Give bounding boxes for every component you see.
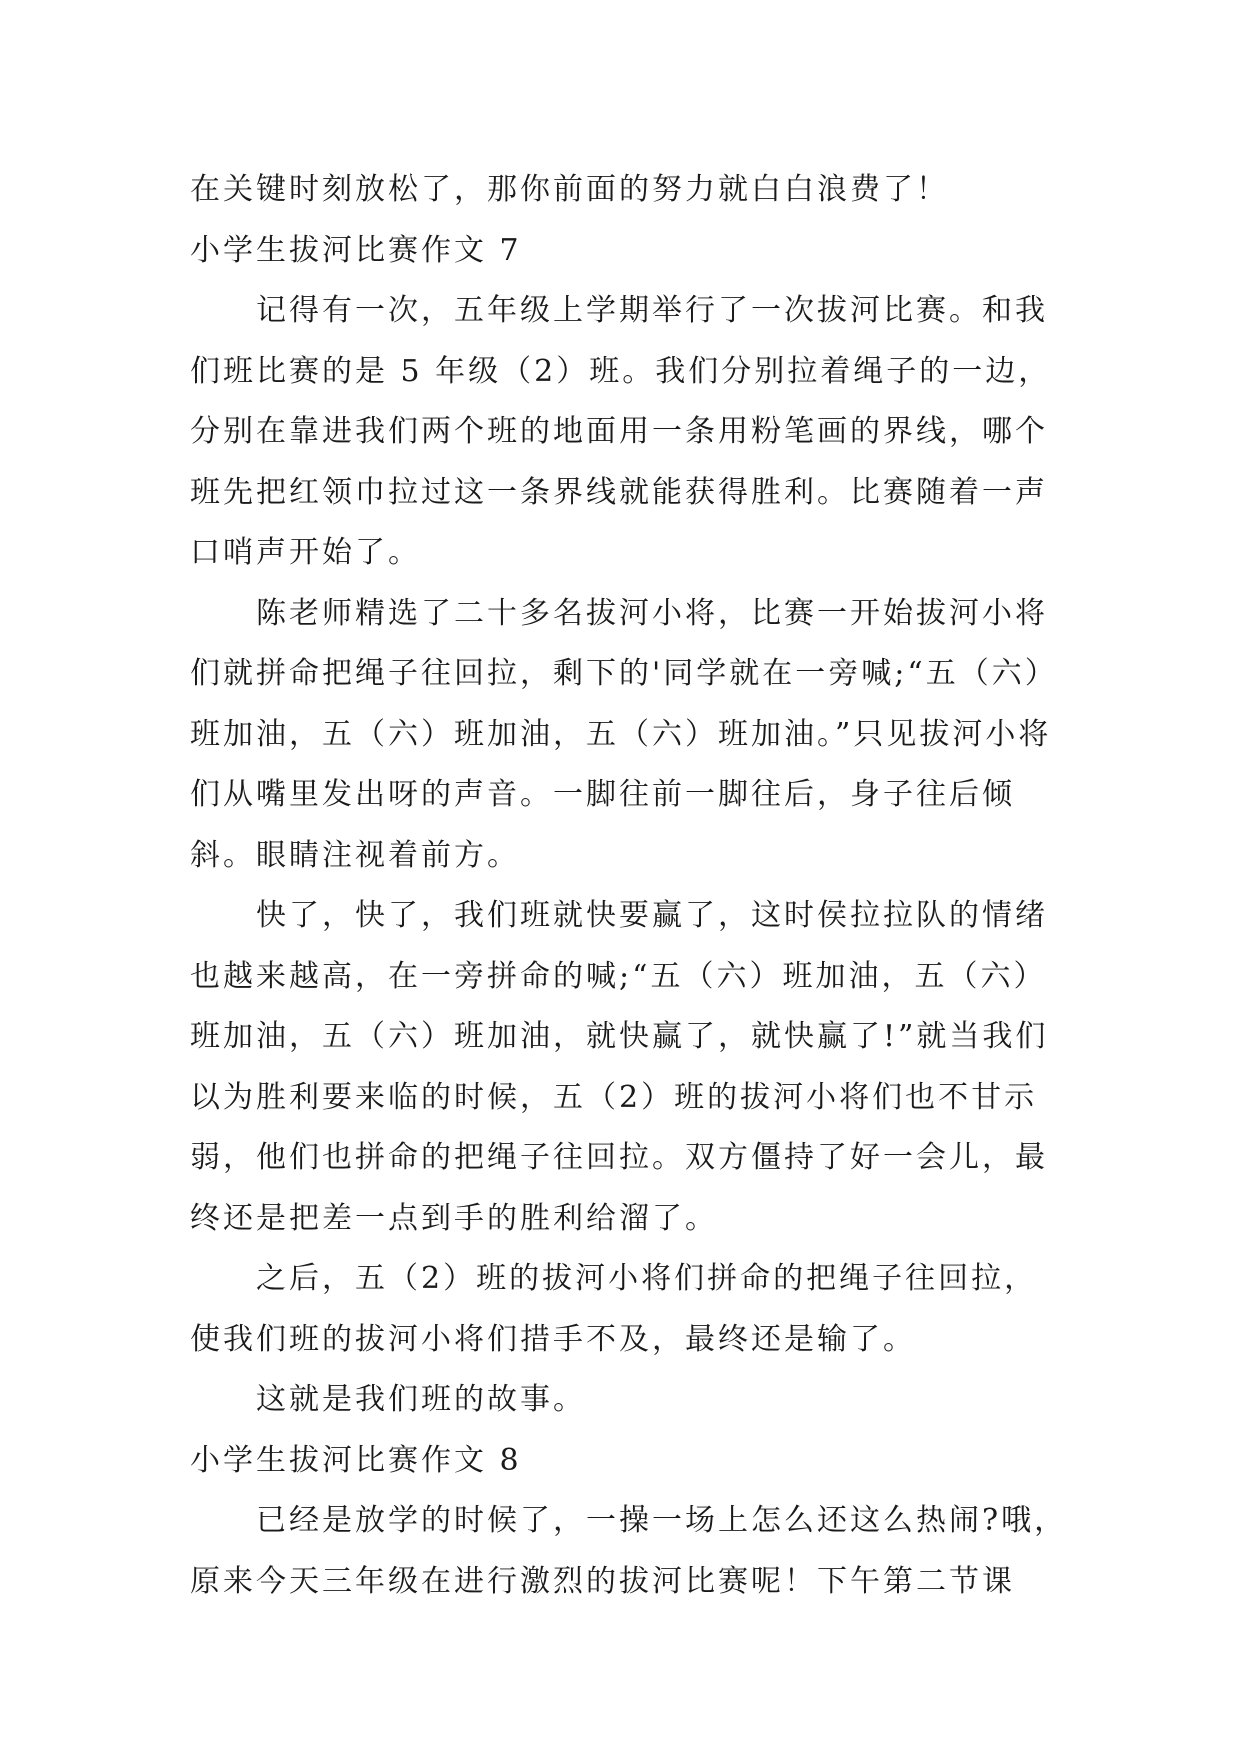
paragraph-4: 之后，五（2）班的拔河小将们拼命的把绳子往回拉，使我们班的拔河小将们措手不及，最终还是输了。 [190, 1261, 1038, 1357]
paragraph-5: 这就是我们班的故事。 [256, 1382, 586, 1417]
section-heading-8: 小学生拔河比赛作文 8 [190, 1442, 522, 1478]
paragraph-2: 陈老师精选了二十多名拔河小将，比赛一开始拔河小将们就拼命把绳子往回拉，剩下的'同学就在一旁喊;“五（六）班加油，五（六）班加油，五（六）班加油。”只见拔河小将们从嘴里发出呀的声音。一脚往前一脚往后，身子往后倾斜。眼睛注视着前方。 [190, 595, 1058, 873]
section-heading-7: 小学生拔河比赛作文 7 [190, 232, 522, 268]
paragraph-3: 快了，快了，我们班就快要赢了，这时侯拉拉队的情绪也越来越高，在一旁拼命的喊;“五（六）班加油，五（六）班加油，五（六）班加油，就快赢了，就快赢了!”就当我们以为胜利要来临的时候，五（2）班的拔河小将们也不甘示弱，他们也拼命的把绳子往回拉。双方僵持了好一会儿，最终还是把差一点到手的胜利给溜了。 [190, 898, 1049, 1236]
paragraph-6: 已经是放学的时候了，一操一场上怎么还这么热闹?哦，原来今天三年级在进行激烈的拔河比赛呢！下午第二节课 [190, 1503, 1068, 1599]
continued-text-line: 在关键时刻放松了，那你前面的努力就白白浪费了！ [190, 172, 949, 207]
paragraph-1: 记得有一次，五年级上学期举行了一次拔河比赛。和我们班比赛的是 5 年级（2）班。我们分别拉着绳子的一边，分别在靠进我们两个班的地面用一条用粉笔画的界线，哪个班先把红领巾拉过这一条界线就能获得胜利。比赛随着一声口哨声开始了。 [190, 293, 1052, 570]
document-body [190, 160, 1070, 1612]
